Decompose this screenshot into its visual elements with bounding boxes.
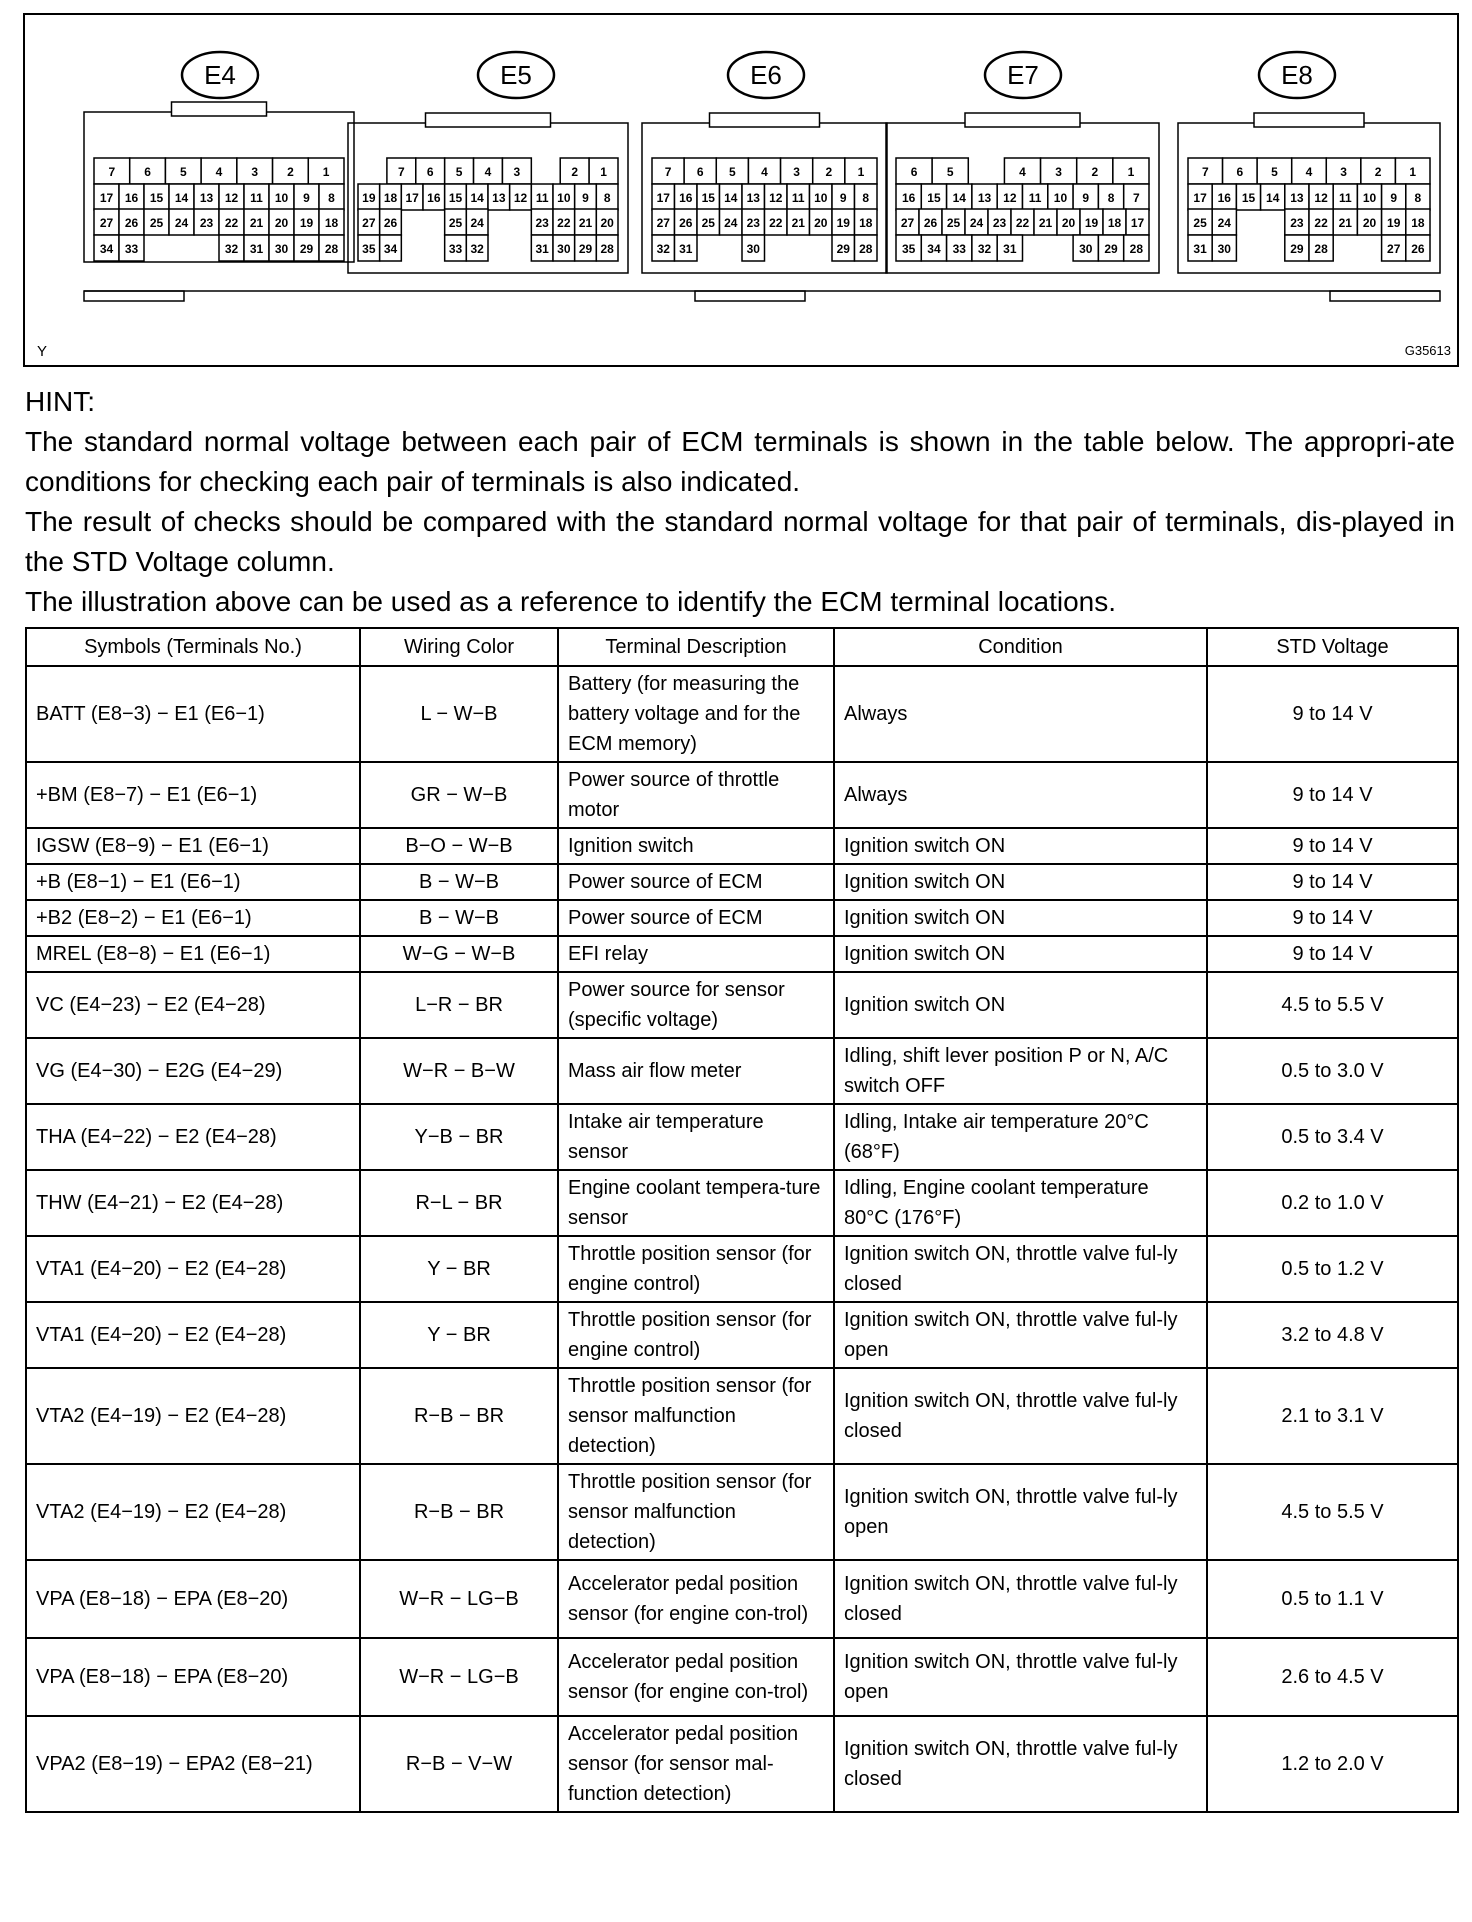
terminal-number: 10 — [814, 191, 828, 205]
terminal-number: 32 — [656, 242, 670, 256]
terminal-number: 31 — [249, 242, 264, 256]
description-cell: Power source of throttle motor — [558, 762, 834, 828]
table-row — [26, 972, 1458, 1038]
terminal-number: 35 — [901, 242, 916, 256]
connector-latch — [965, 113, 1080, 127]
voltage-cell: 3.2 to 4.8 V — [1207, 1302, 1458, 1368]
connector-label: E5 — [500, 60, 532, 90]
terminal-number: 27 — [362, 216, 376, 230]
terminal-number: 15 — [1241, 191, 1256, 205]
terminal-number: 23 — [535, 216, 549, 230]
terminal-number: 34 — [383, 242, 398, 256]
voltage-cell: 4.5 to 5.5 V — [1207, 1464, 1458, 1560]
wiring-color-cell: R−B − BR — [360, 1464, 558, 1560]
hint-paragraph: The standard normal voltage between each pair of ECM terminals is shown in the table below. The appropri-ate conditions for checking each pair of terminals is also indicated. — [25, 426, 1455, 497]
terminal-number: 1 — [1127, 165, 1135, 179]
symbol-cell: VPA (E8−18) − EPA (E8−20) — [26, 1560, 360, 1638]
condition-cell: Ignition switch ON — [834, 828, 1207, 864]
terminal-number: 26 — [124, 216, 139, 230]
base-tab — [1330, 291, 1440, 301]
terminal-number: 11 — [535, 191, 549, 205]
terminal-number: 4 — [761, 165, 768, 179]
terminal-number: 10 — [274, 191, 289, 205]
voltage-cell: 9 to 14 V — [1207, 936, 1458, 972]
description-cell: Power source for sensor (specific voltage) — [558, 972, 834, 1038]
terminal-number: 3 — [793, 165, 800, 179]
terminal-number: 31 — [1003, 242, 1017, 256]
voltage-cell: 9 to 14 V — [1207, 666, 1458, 762]
terminal-number: 31 — [535, 242, 549, 256]
terminal-number: 10 — [1362, 191, 1377, 205]
voltage-cell: 1.2 to 2.0 V — [1207, 1716, 1458, 1812]
description-cell: Accelerator pedal position sensor (for engine con-trol) — [558, 1560, 834, 1638]
condition-cell: Ignition switch ON, throttle valve ful-ly open — [834, 1464, 1207, 1560]
terminal-number: 22 — [1314, 216, 1328, 230]
terminal-number: 17 — [405, 191, 419, 205]
description-cell: Accelerator pedal position sensor (for sensor mal-function detection) — [558, 1716, 834, 1812]
wiring-color-cell: B − W−B — [360, 864, 558, 900]
terminal-number: 5 — [1271, 165, 1278, 179]
terminal-number: 34 — [927, 242, 941, 256]
terminal-number: 6 — [910, 165, 918, 179]
voltage-cell: 9 to 14 V — [1207, 900, 1458, 936]
terminal-number: 7 — [397, 165, 405, 179]
symbol-cell: THA (E4−22) − E2 (E4−28) — [26, 1104, 360, 1170]
terminal-number: 13 — [746, 191, 760, 205]
wiring-color-cell: B − W−B — [360, 900, 558, 936]
terminal-number: 21 — [578, 216, 593, 230]
symbol-cell: THW (E4−21) − E2 (E4−28) — [26, 1170, 360, 1236]
terminal-number: 19 — [299, 216, 314, 230]
description-cell: Throttle position sensor (for sensor malfunction detection) — [558, 1464, 834, 1560]
condition-cell: Ignition switch ON, throttle valve ful-ly open — [834, 1638, 1207, 1716]
condition-cell: Always — [834, 762, 1207, 828]
terminal-number: 22 — [557, 216, 571, 230]
terminal-number: 3 — [1340, 165, 1347, 179]
terminal-number: 5 — [455, 165, 463, 179]
terminal-number: 16 — [679, 191, 693, 205]
condition-cell: Ignition switch ON — [834, 900, 1207, 936]
terminal-number: 3 — [251, 165, 259, 179]
terminal-number: 22 — [224, 216, 239, 230]
terminal-number: 8 — [603, 191, 611, 205]
condition-cell: Ignition switch ON, throttle valve ful-ly closed — [834, 1236, 1207, 1302]
connector-latch — [1254, 113, 1364, 127]
terminal-number: 13 — [1290, 191, 1304, 205]
terminal-number: 8 — [862, 191, 870, 205]
wiring-color-cell: W−R − LG−B — [360, 1560, 558, 1638]
description-cell: Intake air temperature sensor — [558, 1104, 834, 1170]
terminal-number: 30 — [746, 242, 760, 256]
condition-cell: Ignition switch ON — [834, 972, 1207, 1038]
description-cell: Ignition switch — [558, 828, 834, 864]
wiring-color-cell: R−B − BR — [360, 1368, 558, 1464]
condition-cell: Idling, Intake air temperature 20°C (68°F) — [834, 1104, 1207, 1170]
terminal-number: 2 — [1091, 165, 1099, 179]
terminal-number: 27 — [1387, 242, 1401, 256]
terminal-number: 29 — [299, 242, 314, 256]
terminal-number: 7 — [1133, 191, 1140, 205]
voltage-cell: 0.5 to 1.1 V — [1207, 1560, 1458, 1638]
description-cell: Throttle position sensor (for sensor malfunction detection) — [558, 1368, 834, 1464]
terminal-number: 6 — [144, 165, 151, 179]
terminal-number: 26 — [923, 216, 938, 230]
symbol-cell: VPA2 (E8−19) − EPA2 (E8−21) — [26, 1716, 360, 1812]
terminal-number: 17 — [1193, 191, 1207, 205]
terminal-number: 14 — [952, 191, 966, 205]
terminal-number: 30 — [557, 242, 571, 256]
terminal-number: 25 — [149, 216, 164, 230]
terminal-number: 3 — [513, 165, 521, 179]
terminal-number: 29 — [578, 242, 593, 256]
terminal-number: 2 — [825, 165, 833, 179]
voltage-cell: 2.1 to 3.1 V — [1207, 1368, 1458, 1464]
terminal-number: 24 — [969, 216, 984, 230]
terminal-number: 28 — [1314, 242, 1328, 256]
terminal-number: 21 — [1038, 216, 1053, 230]
terminal-number: 26 — [383, 216, 398, 230]
terminal-number: 14 — [724, 191, 738, 205]
terminal-number: 19 — [362, 191, 376, 205]
condition-cell: Ignition switch ON, throttle valve ful-ly closed — [834, 1560, 1207, 1638]
condition-cell: Ignition switch ON, throttle valve ful-ly closed — [834, 1716, 1207, 1812]
terminal-number: 16 — [427, 191, 441, 205]
terminal-number: 33 — [448, 242, 463, 256]
terminal-number: 2 — [287, 165, 294, 179]
symbol-cell: VPA (E8−18) − EPA (E8−20) — [26, 1638, 360, 1716]
terminal-number: 30 — [274, 242, 289, 256]
wiring-color-cell: R−L − BR — [360, 1170, 558, 1236]
terminal-number: 6 — [426, 165, 434, 179]
header-symbols: Symbols (Terminals No.) — [26, 628, 360, 666]
terminal-number: 23 — [199, 216, 214, 230]
terminal-number: 7 — [1201, 165, 1209, 179]
terminal-number: 1 — [857, 165, 865, 179]
wiring-color-cell: W−R − B−W — [360, 1038, 558, 1104]
terminal-number: 28 — [859, 242, 873, 256]
voltage-cell: 0.2 to 1.0 V — [1207, 1170, 1458, 1236]
description-cell: Battery (for measuring the battery voltage and for the ECM memory) — [558, 666, 834, 762]
connector-label: E4 — [204, 60, 236, 90]
wiring-color-cell: B−O − W−B — [360, 828, 558, 864]
symbol-cell: VTA1 (E4−20) − E2 (E4−28) — [26, 1236, 360, 1302]
terminal-number: 25 — [1193, 216, 1207, 230]
terminal-number: 20 — [600, 216, 614, 230]
wiring-color-cell: Y−B − BR — [360, 1104, 558, 1170]
voltage-cell: 9 to 14 V — [1207, 762, 1458, 828]
symbol-cell: VG (E4−30) − E2G (E4−29) — [26, 1038, 360, 1104]
terminal-number: 10 — [1053, 191, 1068, 205]
symbol-cell: VC (E4−23) − E2 (E4−28) — [26, 972, 360, 1038]
terminal-number: 18 — [1411, 216, 1425, 230]
connector-latch — [426, 113, 551, 127]
terminal-number: 16 — [124, 191, 139, 205]
terminal-number: 22 — [1015, 216, 1030, 230]
terminal-number: 14 — [174, 191, 189, 205]
terminal-number: 25 — [701, 216, 715, 230]
symbol-cell: +B (E8−1) − E1 (E6−1) — [26, 864, 360, 900]
ecm-connector-illustration — [23, 13, 1459, 367]
description-cell: Accelerator pedal position sensor (for engine con-trol) — [558, 1638, 834, 1716]
terminal-number: 16 — [1217, 191, 1231, 205]
wiring-color-cell: R−B − V−W — [360, 1716, 558, 1812]
symbol-cell: MREL (E8−8) − E1 (E6−1) — [26, 936, 360, 972]
condition-cell: Ignition switch ON — [834, 864, 1207, 900]
terminal-number: 24 — [470, 216, 484, 230]
terminal-number: 24 — [724, 216, 738, 230]
terminal-number: 5 — [946, 165, 954, 179]
table-row — [26, 1560, 1458, 1638]
symbol-cell: VTA1 (E4−20) − E2 (E4−28) — [26, 1302, 360, 1368]
figure-id: G35613 — [1404, 343, 1451, 358]
terminal-number: 24 — [1217, 216, 1231, 230]
terminal-number: 27 — [99, 216, 114, 230]
terminal-number: 32 — [977, 242, 992, 256]
table-row — [26, 900, 1458, 936]
hint-section — [25, 382, 1455, 622]
terminal-number: 15 — [701, 191, 715, 205]
terminal-number: 19 — [836, 216, 850, 230]
terminal-number: 17 — [99, 191, 114, 205]
terminal-number: 13 — [199, 191, 214, 205]
terminal-number: 3 — [1055, 165, 1062, 179]
terminal-number: 16 — [901, 191, 916, 205]
symbol-cell: +BM (E8−7) − E1 (E6−1) — [26, 762, 360, 828]
connector-diagram — [25, 15, 1457, 365]
terminal-number: 24 — [174, 216, 189, 230]
connector-latch — [710, 113, 820, 127]
description-cell: Throttle position sensor (for engine control) — [558, 1236, 834, 1302]
terminal-number: 18 — [1107, 216, 1122, 230]
terminal-number: 31 — [1193, 242, 1207, 256]
terminal-number: 28 — [600, 242, 614, 256]
voltage-cell: 4.5 to 5.5 V — [1207, 972, 1458, 1038]
condition-cell: Idling, Engine coolant temperature 80°C (176°F) — [834, 1170, 1207, 1236]
condition-cell: Idling, shift lever position P or N, A/C switch OFF — [834, 1038, 1207, 1104]
terminal-number: 33 — [952, 242, 966, 256]
terminal-number: 21 — [1338, 216, 1352, 230]
table-row — [26, 1104, 1458, 1170]
terminal-number: 21 — [249, 216, 264, 230]
condition-cell: Ignition switch ON — [834, 936, 1207, 972]
condition-cell: Always — [834, 666, 1207, 762]
connector-label: E7 — [1007, 60, 1039, 90]
terminal-number: 2 — [1374, 165, 1382, 179]
terminal-number: 12 — [1003, 191, 1017, 205]
description-cell: Power source of ECM — [558, 900, 834, 936]
terminal-number: 1 — [1409, 165, 1417, 179]
voltage-cell: 9 to 14 V — [1207, 864, 1458, 900]
terminal-number: 12 — [224, 191, 239, 205]
terminal-number: 26 — [679, 216, 693, 230]
terminal-number: 20 — [1061, 216, 1076, 230]
header-wiring-color: Wiring Color — [360, 628, 558, 666]
terminal-number: 15 — [448, 191, 463, 205]
terminal-number: 35 — [362, 242, 376, 256]
terminal-number: 28 — [324, 242, 339, 256]
description-cell: Throttle position sensor (for engine control) — [558, 1302, 834, 1368]
terminal-number: 9 — [303, 191, 310, 205]
terminal-number: 31 — [679, 242, 693, 256]
symbol-cell: BATT (E8−3) − E1 (E6−1) — [26, 666, 360, 762]
terminal-number: 30 — [1079, 242, 1093, 256]
terminal-number: 13 — [977, 191, 992, 205]
header-std-voltage: STD Voltage — [1207, 628, 1458, 666]
terminal-number: 20 — [1362, 216, 1377, 230]
wiring-color-cell: L−R − BR — [360, 972, 558, 1038]
terminal-number: 33 — [124, 242, 139, 256]
terminal-number: 11 — [250, 191, 263, 205]
terminal-number: 12 — [513, 191, 528, 205]
table-row — [26, 1038, 1458, 1104]
wiring-color-cell: W−G − W−B — [360, 936, 558, 972]
terminal-number: 6 — [1236, 165, 1244, 179]
terminal-number: 23 — [992, 216, 1007, 230]
corner-mark: Y — [37, 343, 48, 360]
header-terminal-description: Terminal Description — [558, 628, 834, 666]
terminal-number: 5 — [179, 165, 187, 179]
hint-title: HINT: — [25, 386, 95, 417]
description-cell: Power source of ECM — [558, 864, 834, 900]
terminal-number: 25 — [946, 216, 961, 230]
terminal-number: 5 — [729, 165, 736, 179]
terminal-number: 25 — [448, 216, 463, 230]
table-row — [26, 1236, 1458, 1302]
terminal-number: 14 — [470, 191, 484, 205]
header-condition: Condition — [834, 628, 1207, 666]
terminal-number: 11 — [791, 191, 805, 205]
terminal-number: 10 — [557, 191, 571, 205]
table-row — [26, 762, 1458, 828]
terminal-number: 1 — [322, 165, 330, 179]
terminal-number: 1 — [600, 165, 607, 179]
terminal-number: 30 — [1217, 242, 1231, 256]
table-row — [26, 666, 1458, 762]
terminal-number: 9 — [582, 191, 589, 205]
terminal-number: 4 — [484, 165, 492, 179]
table-header-row — [26, 628, 1458, 666]
description-cell: EFI relay — [558, 936, 834, 972]
terminal-number: 23 — [1290, 216, 1304, 230]
terminal-number: 18 — [859, 216, 873, 230]
terminal-number: 17 — [1130, 216, 1145, 230]
condition-cell: Ignition switch ON, throttle valve ful-ly closed — [834, 1368, 1207, 1464]
voltage-cell: 0.5 to 1.2 V — [1207, 1236, 1458, 1302]
terminal-number: 9 — [839, 191, 847, 205]
connector-latch — [172, 102, 267, 116]
terminal-number: 28 — [1129, 242, 1144, 256]
terminal-number: 32 — [470, 242, 484, 256]
terminal-number: 7 — [108, 165, 116, 179]
symbol-cell: VTA2 (E4−19) − E2 (E4−28) — [26, 1368, 360, 1464]
hint-paragraph: The result of checks should be compared with the standard normal voltage for that pair of terminals, dis-played in the STD Voltage column. — [25, 506, 1455, 577]
terminal-number: 34 — [99, 242, 114, 256]
wiring-color-cell: Y − BR — [360, 1236, 558, 1302]
terminal-number: 17 — [656, 191, 670, 205]
terminal-number: 19 — [1387, 216, 1401, 230]
terminal-number: 7 — [664, 165, 672, 179]
terminal-number: 13 — [492, 191, 506, 205]
terminal-number: 14 — [1266, 191, 1280, 205]
base-tab — [84, 291, 184, 301]
wiring-color-cell: GR − W−B — [360, 762, 558, 828]
terminal-number: 29 — [1104, 242, 1118, 256]
terminal-number: 20 — [274, 216, 289, 230]
terminal-number: 27 — [900, 216, 915, 230]
terminal-number: 32 — [224, 242, 239, 256]
terminal-number: 29 — [1290, 242, 1304, 256]
terminal-number: 29 — [836, 242, 850, 256]
terminal-number: 15 — [927, 191, 941, 205]
terminal-number: 22 — [769, 216, 783, 230]
symbol-cell: VTA2 (E4−19) − E2 (E4−28) — [26, 1464, 360, 1560]
voltage-cell: 0.5 to 3.4 V — [1207, 1104, 1458, 1170]
terminal-number: 15 — [149, 191, 164, 205]
connector-label: E6 — [750, 60, 782, 90]
hint-paragraph: The illustration above can be used as a reference to identify the ECM terminal locations. — [25, 586, 1117, 617]
terminal-number: 11 — [1028, 191, 1042, 205]
terminal-number: 19 — [1084, 216, 1099, 230]
terminal-number: 18 — [383, 191, 398, 205]
table-row — [26, 864, 1458, 900]
terminal-number: 9 — [1082, 191, 1090, 205]
table-row — [26, 1302, 1458, 1368]
wiring-color-cell: L − W−B — [360, 666, 558, 762]
table-row — [26, 1170, 1458, 1236]
terminal-number: 12 — [769, 191, 783, 205]
terminal-number: 2 — [571, 165, 579, 179]
terminal-number: 6 — [696, 165, 704, 179]
wiring-color-cell: W−R − LG−B — [360, 1638, 558, 1716]
voltage-cell: 9 to 14 V — [1207, 828, 1458, 864]
symbol-cell: +B2 (E8−2) − E1 (E6−1) — [26, 900, 360, 936]
terminal-number: 23 — [746, 216, 760, 230]
terminal-number: 8 — [1107, 191, 1115, 205]
terminal-number: 18 — [324, 216, 339, 230]
terminal-number: 9 — [1390, 191, 1398, 205]
condition-cell: Ignition switch ON, throttle valve ful-ly open — [834, 1302, 1207, 1368]
terminal-number: 12 — [1314, 191, 1328, 205]
table-row — [26, 1716, 1458, 1812]
base-tab — [695, 291, 805, 301]
terminal-number: 20 — [814, 216, 828, 230]
terminal-number: 21 — [791, 216, 805, 230]
table-row — [26, 1464, 1458, 1560]
terminal-number: 27 — [656, 216, 670, 230]
table-row — [26, 828, 1458, 864]
terminal-number: 8 — [328, 191, 335, 205]
terminal-number: 8 — [1414, 191, 1422, 205]
terminal-number: 26 — [1411, 242, 1425, 256]
description-cell: Engine coolant tempera-ture sensor — [558, 1170, 834, 1236]
description-cell: Mass air flow meter — [558, 1038, 834, 1104]
table-row — [26, 1368, 1458, 1464]
terminal-number: 11 — [1338, 191, 1352, 205]
terminal-number: 4 — [215, 165, 223, 179]
symbol-cell: IGSW (E8−9) − E1 (E6−1) — [26, 828, 360, 864]
terminal-number: 4 — [1019, 165, 1026, 179]
table-row — [26, 1638, 1458, 1716]
table-row — [26, 936, 1458, 972]
voltage-cell: 0.5 to 3.0 V — [1207, 1038, 1458, 1104]
wiring-color-cell: Y − BR — [360, 1302, 558, 1368]
connector-label: E8 — [1281, 60, 1313, 90]
voltage-cell: 2.6 to 4.5 V — [1207, 1638, 1458, 1716]
terminal-number: 4 — [1305, 165, 1313, 179]
ecm-voltage-table — [25, 627, 1459, 1813]
